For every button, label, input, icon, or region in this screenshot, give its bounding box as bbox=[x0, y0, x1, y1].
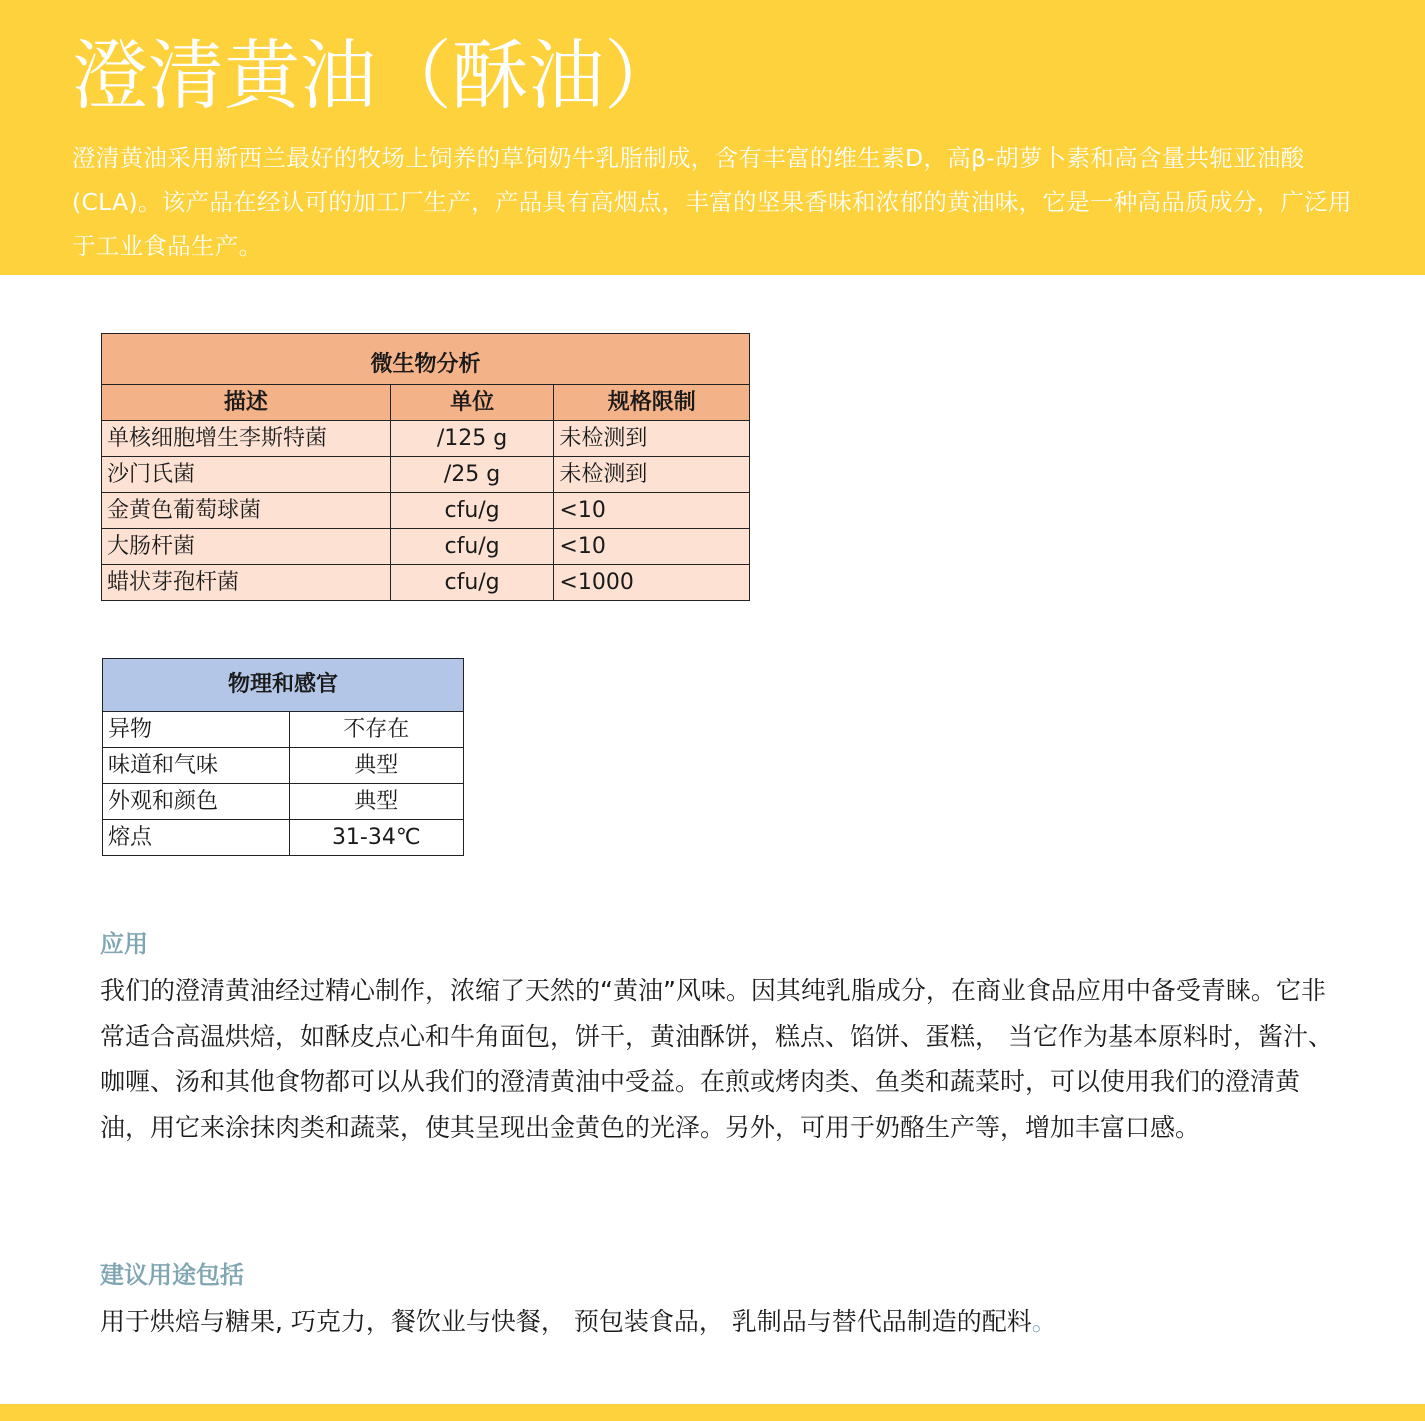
cell-name: 异物 bbox=[103, 712, 290, 748]
cell-unit: cfu/g bbox=[390, 529, 554, 565]
table-row bbox=[102, 421, 750, 457]
cell-name: 单核细胞增生李斯特菌 bbox=[102, 421, 391, 457]
table-row bbox=[103, 784, 464, 820]
table-row bbox=[103, 748, 464, 784]
cell-name: 蜡状芽孢杆菌 bbox=[102, 565, 391, 601]
column-header-unit: 单位 bbox=[390, 385, 554, 421]
microbiology-table-caption: 微生物分析 bbox=[102, 334, 750, 385]
cell-unit: /125 g bbox=[390, 421, 554, 457]
page-title: 澄清黄油（酥油） bbox=[72, 31, 680, 120]
cell-unit: cfu/g bbox=[390, 565, 554, 601]
cell-name: 金黄色葡萄球菌 bbox=[102, 493, 391, 529]
cell-value: 典型 bbox=[289, 784, 463, 820]
suggested-uses-body: 用于烘焙与糖果, 巧克力，餐饮业与快餐， 预包装食品， 乳制品与替代品制造的配料 bbox=[100, 1307, 1032, 1336]
microbiology-table bbox=[101, 333, 750, 601]
cell-name: 外观和颜色 bbox=[103, 784, 290, 820]
cell-limit: <1000 bbox=[554, 565, 750, 601]
table-row bbox=[102, 457, 750, 493]
suggested-uses-heading: 建议用途包括 bbox=[100, 1261, 244, 1289]
cell-name: 大肠杆菌 bbox=[102, 529, 391, 565]
cell-limit: <10 bbox=[554, 493, 750, 529]
end-mark: 。 bbox=[1031, 1307, 1057, 1336]
physical-sensory-table bbox=[102, 658, 464, 856]
cell-name: 熔点 bbox=[103, 820, 290, 856]
application-text: 我们的澄清黄油经过精心制作，浓缩了天然的“黄油”风味。因其纯乳脂成分，在商业食品应用中备受青睐。它非常适合高温烘焙，如酥皮点心和牛角面包，饼干，黄油酥饼，糕点、馅饼、蛋糕， 当它作为基本原料时，酱汁、咖喱、汤和其他食物都可以从我们的澄清黄油中受益。在煎或烤肉类、鱼类和蔬菜时，可以使用我们的澄清黄油，用它来涂抹肉类和蔬菜，使其呈现出金黄色的光泽。另外，可用于奶酪生产等，增加丰富口感。 bbox=[100, 976, 1333, 1142]
footer-bar bbox=[0, 1404, 1425, 1421]
column-header-limit: 规格限制 bbox=[554, 385, 750, 421]
table-row bbox=[102, 529, 750, 565]
cell-unit: /25 g bbox=[390, 457, 554, 493]
table-row bbox=[103, 820, 464, 856]
cell-name: 沙门氏菌 bbox=[102, 457, 391, 493]
cell-unit: cfu/g bbox=[390, 493, 554, 529]
cell-value: 31-34℃ bbox=[289, 820, 463, 856]
application-heading: 应用 bbox=[100, 930, 148, 958]
cell-limit: <10 bbox=[554, 529, 750, 565]
product-description: 澄清黄油采用新西兰最好的牧场上饲养的草饲奶牛乳脂制成，含有丰富的维生素D，高β-胡萝卜素和高含量共轭亚油酸 (CLA)。该产品在经认可的加工厂生产，产品具有高烟点，丰富的坚果香味和浓郁的黄油味，它是一种高品质成分，广泛用于工业食品生产。 bbox=[72, 144, 1352, 260]
header-banner bbox=[0, 0, 1425, 275]
column-header-description: 描述 bbox=[102, 385, 391, 421]
cell-value: 不存在 bbox=[289, 712, 463, 748]
cell-name: 味道和气味 bbox=[103, 748, 290, 784]
suggested-uses-text bbox=[100, 1299, 1340, 1345]
table-row bbox=[103, 712, 464, 748]
cell-limit: 未检测到 bbox=[554, 457, 750, 493]
cell-limit: 未检测到 bbox=[554, 421, 750, 457]
table-row bbox=[102, 565, 750, 601]
cell-value: 典型 bbox=[289, 748, 463, 784]
physical-table-caption: 物理和感官 bbox=[103, 659, 464, 712]
table-row bbox=[102, 493, 750, 529]
